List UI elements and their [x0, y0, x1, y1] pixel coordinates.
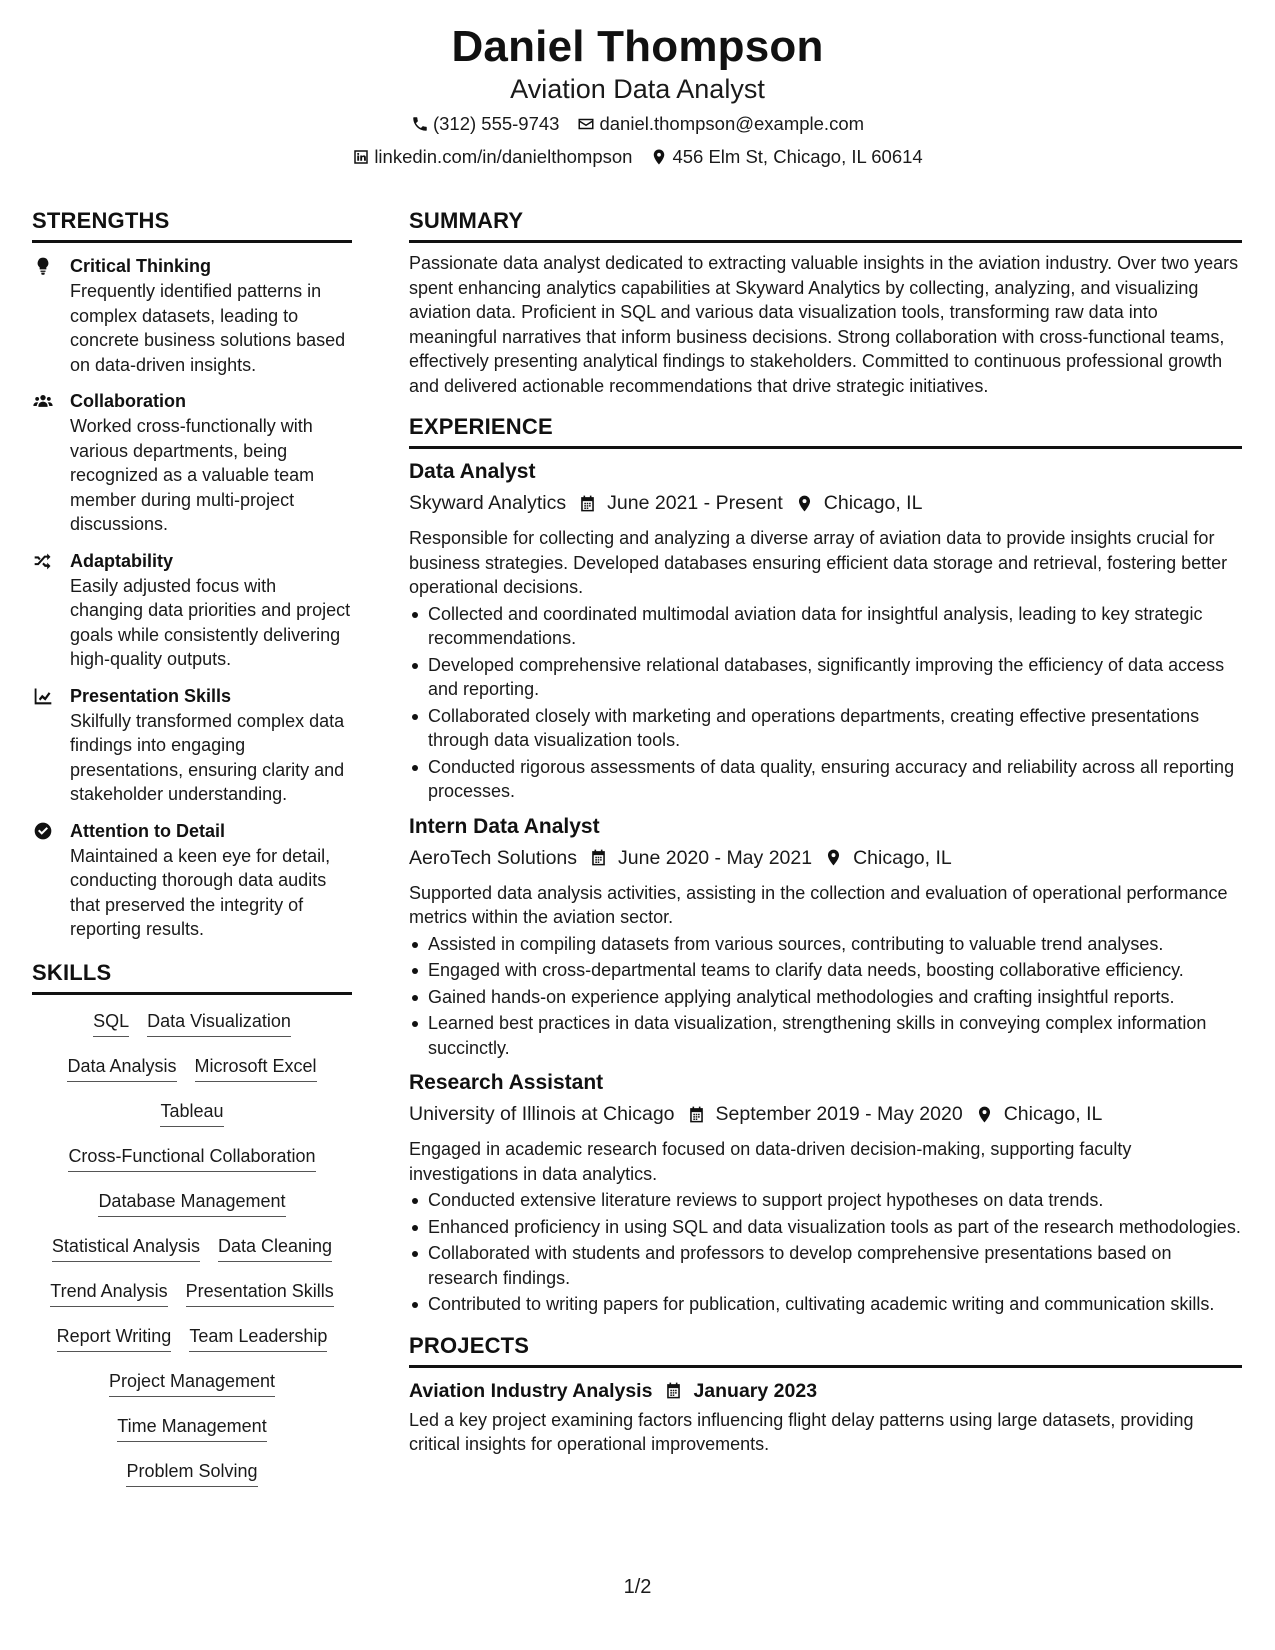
- job-title: Intern Data Analyst: [409, 814, 600, 838]
- strength-item: [32, 683, 352, 807]
- job-dates: June 2020 - May 2021: [618, 846, 813, 869]
- strength-desc: Frequently identified patterns in complex datasets, leading to concrete business solutions based on data-driven insights.: [70, 281, 346, 375]
- skill-row: [32, 1230, 352, 1275]
- users-icon: [32, 390, 54, 412]
- strength-desc: Maintained a keen eye for detail, conducting thorough data audits that preserved the integrity of reporting results.: [70, 845, 331, 939]
- job-location: Chicago, IL: [823, 492, 923, 514]
- project-desc: Led a key project examining factors influencing flight delay patterns using large datasets, providing critical insights for operational improvements.: [409, 1409, 1194, 1454]
- skill-tag: Database Management: [98, 1190, 285, 1217]
- job-bullet: Assisted in compiling datasets from various sources, contributing to valuable trend analyses.: [409, 932, 1242, 957]
- skills-list: [32, 1005, 352, 1500]
- job-company: Skyward Analytics: [409, 492, 567, 514]
- job-company: University of Illinois at Chicago: [409, 1103, 675, 1125]
- strength-item: [32, 388, 352, 537]
- experience-heading: EXPERIENCE: [409, 414, 1242, 449]
- contact-row-2: [0, 146, 1275, 168]
- job-meta: [409, 488, 1242, 518]
- project-header: [409, 1376, 1242, 1406]
- contact-address: [650, 146, 922, 168]
- contact-row-1: [0, 113, 1275, 135]
- skill-tag: Presentation Skills: [186, 1280, 334, 1307]
- skill-tag: Problem Solving: [126, 1460, 257, 1487]
- strength-item: [32, 548, 352, 672]
- strength-desc: Easily adjusted focus with changing data priorities and project goals while consistently delivering high-quality outputs.: [70, 575, 351, 669]
- strength-desc: Skilfully transformed complex data findings into engaging presentations, ensuring clarity and stakeholder understanding.: [70, 710, 345, 804]
- job-entry: [409, 812, 1242, 1061]
- skill-tag: Tableau: [160, 1100, 223, 1127]
- job-desc: Engaged in academic research focused on data-driven decision-making, supporting faculty investigations in data analytics.: [409, 1139, 1132, 1184]
- job-bullet: Learned best practices in data visualization, strengthening skills in conveying complex information succinctly.: [409, 1011, 1242, 1060]
- address-text: 456 Elm St, Chicago, IL 60614: [672, 146, 923, 167]
- check-circle-icon: [32, 820, 54, 842]
- skill-tag: SQL: [93, 1010, 129, 1037]
- skill-tag: Team Leadership: [189, 1325, 327, 1352]
- strength-title: Attention to Detail: [70, 820, 225, 841]
- summary-heading: SUMMARY: [409, 208, 1242, 243]
- strength-title: Collaboration: [70, 391, 186, 411]
- skill-tag: Time Management: [117, 1415, 266, 1442]
- job-bullets: [409, 932, 1242, 1061]
- map-pin-icon: [975, 1105, 994, 1124]
- linkedin-icon: [352, 148, 370, 166]
- summary-text: Passionate data analyst dedicated to extracting valuable insights in the aviation industry. Over two years spent enhancing analytics capabilities at Skyward Analytics by collecting, analyzing, and visualizing aviation data. Proficient in SQL and various data visualization tools, transforming raw data into meaningful narratives that inform business decisions. Strong collaboration with cross-functional teams, effectively presenting analytical findings to stakeholders. Committed to continuous professional growth and delivered actionable recommendations that drive strategic initiatives.: [409, 253, 1239, 396]
- candidate-name: Daniel Thompson: [451, 22, 824, 71]
- contact-email[interactable]: [577, 113, 864, 135]
- job-company: AeroTech Solutions: [409, 846, 578, 869]
- calendar-icon: [687, 1105, 706, 1124]
- calendar-icon: [664, 1381, 683, 1400]
- skill-row: [32, 1320, 352, 1365]
- map-pin-icon: [824, 848, 843, 867]
- skill-row: [32, 1410, 352, 1455]
- job-meta: [409, 843, 1242, 873]
- skill-row: [32, 1095, 352, 1140]
- job-bullets: [409, 1188, 1242, 1317]
- job-bullet: Collaborated closely with marketing and operations departments, creating effective presentations through data visualization tools.: [409, 704, 1242, 753]
- job-title: Data Analyst: [409, 460, 536, 483]
- phone-text: (312) 555-9743: [432, 113, 560, 134]
- skill-tag: Project Management: [109, 1370, 275, 1397]
- lightbulb-icon: [32, 255, 54, 277]
- skill-row: [32, 1050, 352, 1095]
- skill-row: [32, 1005, 352, 1050]
- job-location: Chicago, IL: [1003, 1103, 1103, 1125]
- skill-row: [32, 1275, 352, 1320]
- projects-heading: PROJECTS: [409, 1333, 1242, 1368]
- job-bullet: Engaged with cross-departmental teams to clarify data needs, boosting collaborative efficiency.: [409, 958, 1242, 983]
- job-bullet: Developed comprehensive relational databases, significantly improving the efficiency of data access and reporting.: [409, 653, 1242, 702]
- skill-row: [32, 1455, 352, 1500]
- skill-tag: Trend Analysis: [50, 1280, 167, 1307]
- skill-row: [32, 1365, 352, 1410]
- job-location: Chicago, IL: [853, 846, 952, 869]
- job-bullet: Contributed to writing papers for publication, cultivating academic writing and communication skills.: [409, 1292, 1242, 1317]
- skills-heading: SKILLS: [32, 960, 352, 995]
- strength-title: Presentation Skills: [70, 685, 232, 706]
- job-bullet: Gained hands-on experience applying analytical methodologies and crafting insightful reports.: [409, 985, 1242, 1010]
- skill-tag: Data Cleaning: [218, 1235, 332, 1262]
- strength-item: [32, 818, 352, 942]
- job-bullets: [409, 602, 1242, 804]
- map-pin-icon: [650, 148, 668, 166]
- shuffle-icon: [32, 550, 54, 572]
- strengths-heading: STRENGTHS: [32, 208, 352, 243]
- skill-tag: Data Visualization: [147, 1010, 291, 1037]
- map-pin-icon: [795, 494, 814, 513]
- chart-line-icon: [32, 685, 54, 707]
- skill-row: [32, 1185, 352, 1230]
- skill-tag: Microsoft Excel: [195, 1055, 317, 1082]
- job-desc: Responsible for collecting and analyzing a diverse array of aviation data to provide insights crucial for business strategies. Developed databases ensuring efficient data storage and retrieval, fostering better operational decisions.: [409, 528, 1228, 597]
- job-entry: [409, 1068, 1242, 1317]
- job-dates: June 2021 - Present: [607, 492, 783, 514]
- strength-title: Adaptability: [70, 550, 174, 571]
- strength-item: [32, 253, 352, 377]
- phone-icon: [411, 115, 429, 133]
- job-bullet: Collected and coordinated multimodal aviation data for insightful analysis, leading to key strategic recommendations.: [409, 602, 1242, 651]
- right-column: [409, 208, 1242, 1457]
- page-number: 1/2: [623, 1576, 652, 1598]
- job-entry: [409, 457, 1242, 804]
- project-entry: [409, 1376, 1242, 1457]
- candidate-title: Aviation Data Analyst: [510, 74, 765, 104]
- envelope-icon: [577, 115, 595, 133]
- project-date: January 2023: [693, 1379, 818, 1402]
- calendar-icon: [578, 494, 597, 513]
- job-meta: [409, 1099, 1242, 1129]
- skill-tag: Data Analysis: [67, 1055, 176, 1082]
- email-text[interactable]: daniel.thompson@example.com: [599, 113, 865, 134]
- calendar-icon: [589, 848, 608, 867]
- job-dates: September 2019 - May 2020: [715, 1103, 963, 1125]
- job-title: Research Assistant: [409, 1071, 604, 1094]
- skill-tag: Statistical Analysis: [52, 1235, 200, 1262]
- strengths-list: [32, 253, 352, 942]
- job-desc: Supported data analysis activities, assisting in the collection and evaluation of operational performance metrics within the aviation sector.: [409, 882, 1228, 927]
- job-bullet: Conducted rigorous assessments of data quality, ensuring accuracy and reliability across all reporting processes.: [409, 755, 1242, 804]
- job-bullet: Enhanced proficiency in using SQL and data visualization tools as part of the research methodologies.: [409, 1215, 1242, 1240]
- project-title: Aviation Industry Analysis: [409, 1379, 653, 1402]
- contact-phone: [411, 113, 560, 135]
- skill-tag: Cross-Functional Collaboration: [68, 1145, 315, 1172]
- job-bullet: Collaborated with students and professors to develop comprehensive presentations based on research findings.: [409, 1241, 1242, 1290]
- strength-desc: Worked cross-functionally with various departments, being recognized as a valuable team member during multi-project discussions.: [70, 416, 315, 534]
- skill-row: [32, 1140, 352, 1185]
- contact-linkedin[interactable]: [352, 146, 632, 168]
- linkedin-text[interactable]: linkedin.com/in/danielthompson: [374, 146, 633, 167]
- job-bullet: Conducted extensive literature reviews to support project hypotheses on data trends.: [409, 1188, 1242, 1213]
- skill-tag: Report Writing: [57, 1325, 172, 1352]
- strength-title: Critical Thinking: [70, 256, 212, 276]
- left-column: [32, 208, 352, 1500]
